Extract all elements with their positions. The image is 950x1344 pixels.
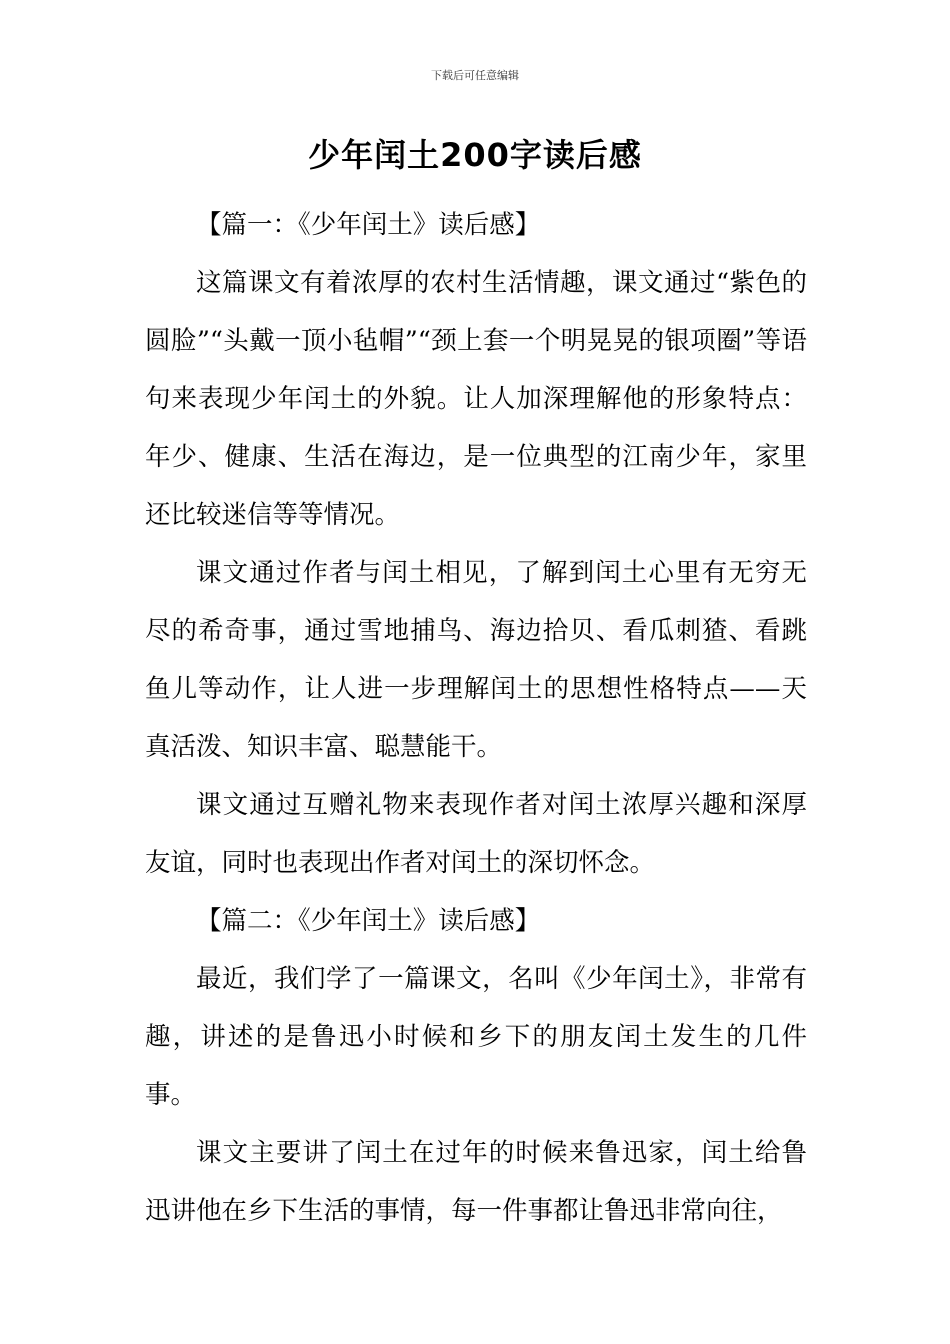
section-heading-2: 【篇二：《少年闰土》读后感】 — [196, 906, 541, 936]
paragraph-4: 最近，我们学了一篇课文，名叫《少年闰土》，非常有趣，讲述的是鲁迅小时候和乡下的朋友闰土发生的几件事。 — [145, 964, 807, 1110]
section-heading-1: 【篇一：《少年闰土》读后感】 — [196, 210, 541, 240]
document-title: 少年闰土200字读后感 — [308, 136, 642, 174]
paragraph-2: 课文通过作者与闰土相见，了解到闰土心里有无穷无尽的希奇事，通过雪地捕鸟、海边拾贝、看瓜刺猹、看跳鱼儿等动作，让人进一步理解闰土的思想性格特点——天真活泼、知识丰富、聪慧能干。 — [145, 558, 807, 762]
paragraph-5: 课文主要讲了闰土在过年的时候来鲁迅家，闰土给鲁迅讲他在乡下生活的事情，每一件事都让鲁迅非常向往， — [145, 1138, 807, 1226]
paragraph-1: 这篇课文有着浓厚的农村生活情趣，课文通过“紫色的圆脸”“头戴一顶小毡帽”“颈上套一个明晃晃的银项圈”等语句来表现少年闰土的外貌。让人加深理解他的形象特点：年少、健康、生活在海边，是一位典型的江南少年，家里还比较迷信等等情况。 — [145, 268, 807, 530]
paragraph-3: 课文通过互赠礼物来表现作者对闰土浓厚兴趣和深厚友谊，同时也表现出作者对闰土的深切怀念。 — [145, 790, 807, 878]
document-body — [145, 196, 807, 1240]
header-note: 下载后可任意编辑 — [431, 69, 519, 82]
